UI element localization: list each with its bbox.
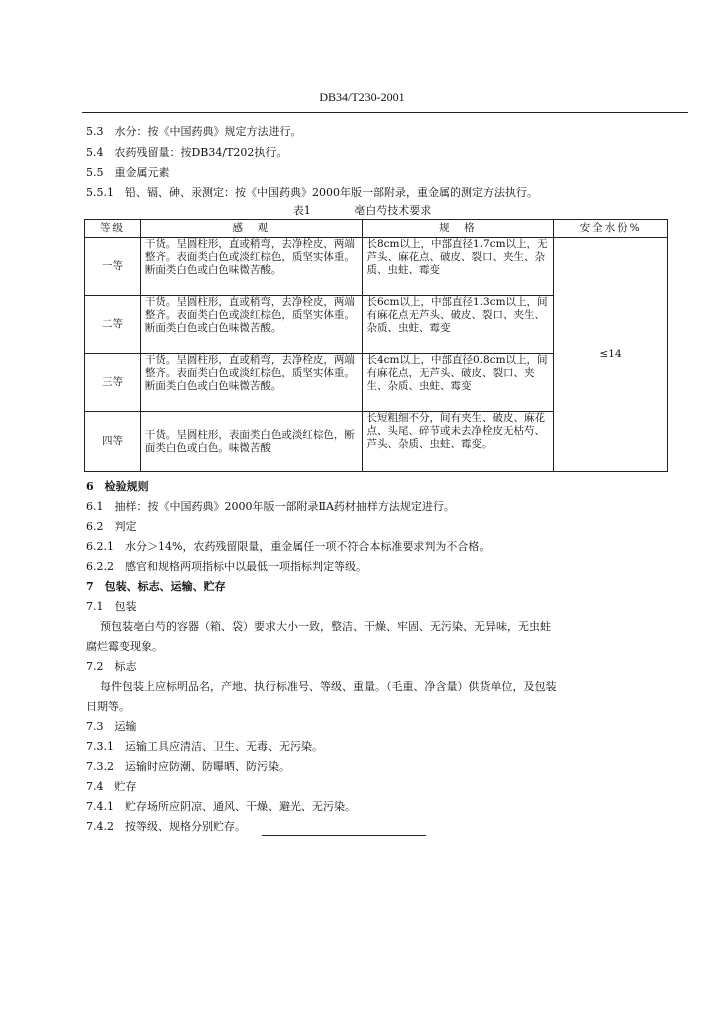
appearance-cell: 干货。呈圆柱形，表面类白色或淡红棕色，断面类白色或白色。味微苦酸 [140, 412, 362, 472]
grade-cell: 三等 [85, 354, 141, 412]
header-grade: 等级 [85, 220, 141, 238]
section-7-2-text-line1: 每件包装上应标明品名，产地、执行标准号、等级、重量。（毛重、净含量）供货单位，及包装 [100, 680, 557, 693]
section-7-3: 7.3 运输 [86, 720, 137, 733]
section-5-3: 5.3 水分：按《中国药典》规定方法进行。 [86, 125, 302, 138]
section-7-1: 7.1 包装 [86, 600, 137, 613]
standard-code: DB34/T230-2001 [319, 90, 405, 104]
grade-cell: 四等 [85, 412, 141, 472]
spec-cell: 长6cm以上，中部直径1.3cm以上，间有麻花点无芦头、破皮、裂口、夹生、杂质、虫蛀、霉变 [362, 296, 554, 354]
section-5-5: 5.5 重金属元素 [86, 166, 170, 179]
section-7-2-text-line2: 日期等。 [86, 700, 130, 713]
section-7-4: 7.4 贮存 [86, 780, 137, 793]
section-7-2: 7.2 标志 [86, 660, 137, 673]
appearance-cell: 干货。呈圆柱形，直或稍弯，去净栓皮，两端整齐。表面类白色或淡红棕色，质坚实体重。断面类白色或白色味微苦酸。 [140, 238, 362, 296]
header-appearance: 感 观 [140, 220, 362, 238]
header-water: 安全水份% [554, 220, 668, 238]
spec-cell: 长4cm以上，中部直径0.8cm以上，间有麻花点，无芦头、破皮、裂口、夹生、杂质、虫蛀、霉变 [362, 354, 554, 412]
table-number: 表1 [292, 204, 311, 217]
section-6-2: 6.2 判定 [86, 520, 137, 533]
end-of-document-rule [262, 835, 426, 836]
section-6-heading: 6 检验规则 [86, 480, 149, 493]
section-6-2-1: 6.2.1 水分＞14%，农药残留限量，重金属任一项不符合本标准要求判为不合格。 [86, 540, 491, 553]
spec-cell: 长短粗细不分，间有夹生、破皮、麻花点、头尾、碎节或未去净栓皮无枯芍、芦头、杂质、虫蛀、霉变。 [362, 412, 554, 472]
section-7-4-2: 7.4.2 按等级、规格分别贮存。 [86, 820, 246, 833]
section-7-1-text-line2: 腐烂霉变现象。 [86, 640, 163, 653]
spec-cell: 长8cm以上，中部直径1.7cm以上，无芦头、麻花点、破皮、裂口、夹生、杂质、虫蛀、霉变 [362, 238, 554, 296]
section-6-1: 6.1 抽样：按《中国药典》2000年版一部附录ⅡA药材抽样方法规定进行。 [86, 500, 455, 513]
grade-cell: 一等 [85, 238, 141, 296]
header-rule [82, 112, 688, 113]
appearance-cell: 干货。呈圆柱形，直或稍弯，去净栓皮，两端整齐。表面类白色或淡红棕色，质坚实体重。断面类白色或白色味微苦酸。 [140, 296, 362, 354]
section-7-1-text-line1: 预包装亳白芍的容器（箱、袋）要求大小一致，整洁、干燥、牢固、无污染、无异味，无虫蛀 [100, 620, 551, 633]
water-content-cell: ≤14 [554, 238, 668, 472]
grade-cell: 二等 [85, 296, 141, 354]
section-6-2-2: 6.2.2 感官和规格两项指标中以最低一项指标判定等级。 [86, 560, 367, 573]
table-title: 亳白芍技术要求 [354, 204, 432, 217]
table-caption [0, 202, 724, 218]
section-7-3-1: 7.3.1 运输工具应清洁、卫生、无毒、无污染。 [86, 740, 323, 753]
appearance-cell: 干货。呈圆柱形，直或稍弯，去净栓皮，两端整齐。表面类白色或淡红棕色，质坚实体重。断面类白色或白色味微苦酸。 [140, 354, 362, 412]
technical-requirements-table [84, 219, 668, 472]
table-header-row [85, 220, 668, 238]
section-7-4-1: 7.4.1 贮存场所应阴凉、通风、干燥、避光、无污染。 [86, 800, 356, 813]
header-spec: 规 格 [362, 220, 554, 238]
section-7-heading: 7 包装、标志、运输、贮存 [86, 580, 226, 593]
table-row [85, 238, 668, 296]
section-7-3-2: 7.3.2 运输时应防潮、防曝晒、防污染。 [86, 760, 290, 773]
section-5-5-1: 5.5.1 铅、镉、砷、汞测定：按《中国药典》2000年版一部附录，重金属的测定方法执行。 [86, 186, 538, 199]
section-5-4: 5.4 农药残留量：按DB34/T202执行。 [86, 146, 288, 159]
